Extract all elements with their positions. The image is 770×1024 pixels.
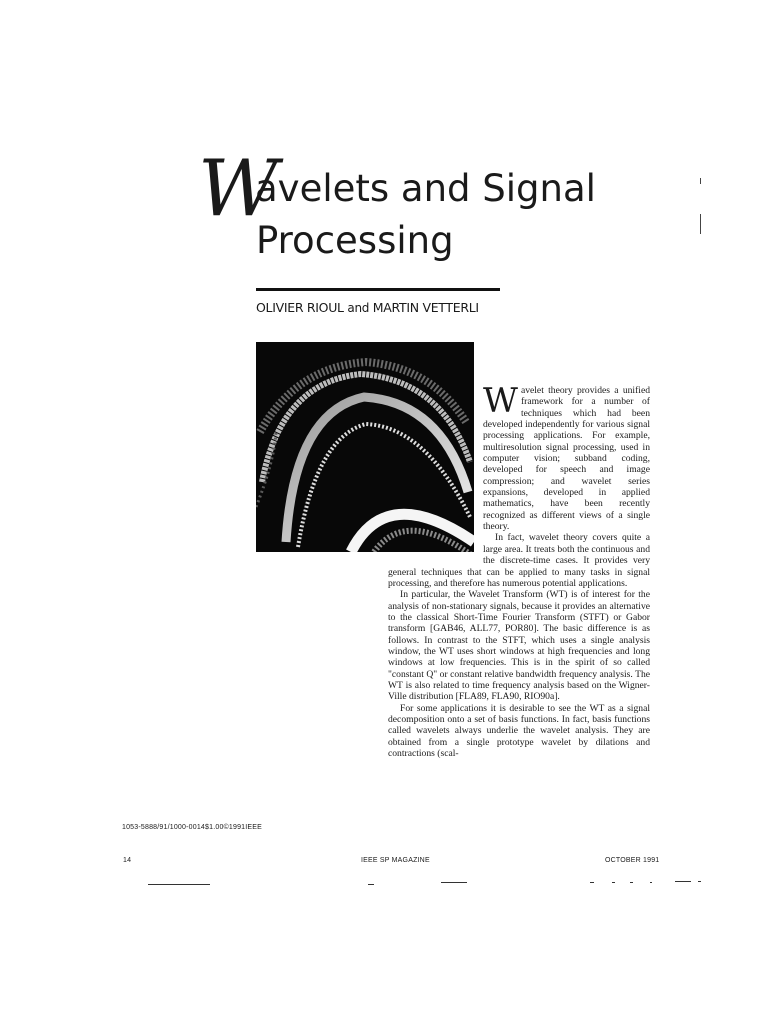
scan-mark xyxy=(148,884,210,885)
title-initial: W xyxy=(198,144,271,234)
figure-wrap-spacer xyxy=(388,385,483,558)
title-line-2: Processing xyxy=(256,219,454,262)
page-number: 14 xyxy=(123,857,132,864)
scan-mark xyxy=(700,214,701,234)
scan-mark xyxy=(650,882,652,883)
authors xyxy=(256,302,479,315)
title-rule xyxy=(256,288,500,291)
title-line-1: avelets and Signal xyxy=(255,167,596,210)
scan-mark xyxy=(675,881,691,882)
body-text xyxy=(388,381,650,759)
copyright-code: 1053-5888/91/1000-0014$1.00©1991IEEE xyxy=(122,824,263,831)
paragraph: In fact, wavelet theory covers quite a large area. It treats both the continuous and the discrete-time cases. It provides very general techniques that can be applied to many tasks in signal processing, and therefore has numerous potential applications. xyxy=(388,532,650,589)
drop-cap: W xyxy=(483,381,518,421)
issue-date: OCTOBER 1991 xyxy=(605,857,660,864)
author-1: OLIVIER RIOUL xyxy=(256,300,344,315)
scan-mark xyxy=(441,882,467,883)
paragraph-text: avelet theory provides a unified framework for a number of techniques which had been developed independently for various signal processing applications. For example, multiresolution signal processing, used in computer vision; subband coding, developed for speech and image compression; and wavelet series expansions, developed in applied mathematics, have been recently recognized as different views of a single theory. xyxy=(483,385,650,533)
journal-name: IEEE SP MAGAZINE xyxy=(361,857,430,864)
author-connector: and xyxy=(347,301,370,315)
scan-mark xyxy=(698,881,701,882)
paragraph: In particular, the Wavelet Transform (WT) is of interest for the analysis of non-stationary signals, because it provides an alternative to the classical Short-Time Fourier Transform (STFT) or Gabor transform [GAB46, ALL77, POR80]. The basic difference is as follows. In contrast to the STFT, which uses a single analysis window, the WT uses short windows at high frequencies and long windows at low frequencies. This is in the spirit of so called "constant Q" or constant relative bandwidth frequency analysis. The WT is also related to time frequency analysis based on the Wigner-Ville distribution [FLA89, FLA90, RIO90a]. xyxy=(388,589,650,703)
scan-mark xyxy=(590,882,594,883)
author-2: MARTIN VETTERLI xyxy=(372,300,479,315)
scan-mark xyxy=(700,178,701,184)
paragraph: For some applications it is desirable to see the WT as a signal decomposition onto a set of basis functions. In fact, basis functions called wavelets always underlie the wavelet analysis. They are obtained from a single prototype wavelet by dilations and contractions (scal- xyxy=(388,702,650,759)
scan-mark xyxy=(368,884,374,885)
scan-mark xyxy=(612,882,615,883)
scan-mark xyxy=(630,882,633,883)
